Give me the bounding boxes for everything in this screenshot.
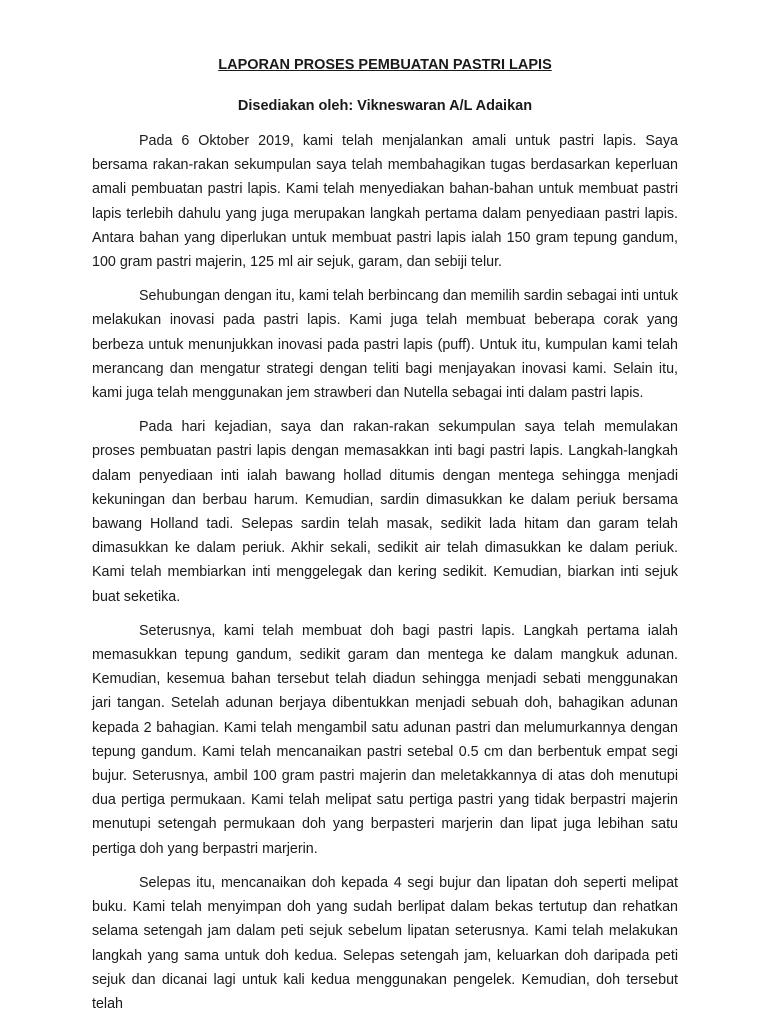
paragraph-2: Sehubungan dengan itu, kami telah berbincang dan memilih sardin sebagai inti untuk melakukan inovasi pada pastri lapis. Kami juga telah membuat beberapa corak yang berbeza untuk menunjukkan inovasi pada pastri lapis (puff). Untuk itu, kumpulan kami telah merancang dan mengatur strategi dengan teliti bagi menjayakan inovasi kami. Selain itu, kami juga telah menggunakan jem strawberi dan Nutella sebagai inti dalam pastri lapis. — [92, 288, 678, 402]
author-line: Disediakan oleh: Vikneswaran A/L Adaikan — [237, 98, 533, 114]
paragraph-4: Seterusnya, kami telah membuat doh bagi pastri lapis. Langkah pertama ialah memasukkan tepung gandum, sedikit garam dan mentega ke dalam mangkuk adunan. Kemudian, kesemua bahan tersebut telah diadun sehingga menjadi sebati menggunakan jari tangan. Setelah adunan berjaya dibentukkan menjadi sebuah doh, bahagikan adunan kepada 2 bahagian. Kami telah mengambil satu adunan pastri dan melumurkannya dengan tepung gandum. Kami telah mencanaikan pastri setebal 0.5 cm dan berbentuk empat segi bujur. Seterusnya, ambil 100 gram pastri majerin dan meletakkannya di atas doh menutupi dua pertiga permukaan. Kami telah melipat satu pertiga pastri yang tidak berpastri majerin menutupi setengah permukaan doh yang berpasteri marjerin dan lipat juga lebihan satu pertiga doh yang berpastri marjerin. — [92, 622, 678, 857]
paragraph-5: Selepas itu, mencanaikan doh kepada 4 segi bujur dan lipatan doh seperti melipat buku. Kami telah menyimpan doh yang sudah berlipat dalam bekas tertutup dan rehatkan selama setengah jam dalam peti sejuk sebelum lipatan seterusnya. Kami telah melakukan langkah yang sama untuk doh kedua. Selepas setengah jam, keluarkan doh daripada peti sejuk dan dicanai lagi untuk kali kedua menggunakan pengelek. Kemudian, doh tersebut telah — [92, 874, 678, 1012]
paragraph-3: Pada hari kejadian, saya dan rakan-rakan sekumpulan saya telah memulakan proses pembuatan pastri lapis dengan memasakkan inti bagi pastri lapis. Langkah-langkah dalam penyediaan inti ialah bawang hollad ditumis dengan mentega sehingga menjadi kekuningan dan berbau harum. Kemudian, sardin dimasukkan ke dalam periuk bersama bawang Holland tadi. Selepas sardin telah masak, sedikit lada hitam dan garam telah dimasukkan ke dalam periuk. Akhir sekali, sedikit air telah dimasukkan ke dalam periuk. Kami telah membiarkan inti menggelegak dan kering sedikit. Kemudian, biarkan inti sejuk buat seketika. — [92, 419, 678, 605]
document-title: LAPORAN PROSES PEMBUATAN PASTRI LAPIS — [218, 57, 552, 73]
document-body — [92, 55, 678, 1026]
paragraph-1: Pada 6 Oktober 2019, kami telah menjalankan amali untuk pastri lapis. Saya bersama rakan-rakan sekumpulan saya telah membahagikan tugas berdasarkan keperluan amali pembuatan pastri lapis. Kami telah menyediakan bahan-bahan untuk membuat pastri lapis terlebih dahulu yang juga merupakan langkah pertama dalam penyediaan pastri lapis. Antara bahan yang diperlukan untuk membuat pastri lapis ialah 150 gram tepung gandum, 100 gram pastri majerin, 125 ml air sejuk, garam, dan sebiji telur. — [92, 133, 678, 271]
